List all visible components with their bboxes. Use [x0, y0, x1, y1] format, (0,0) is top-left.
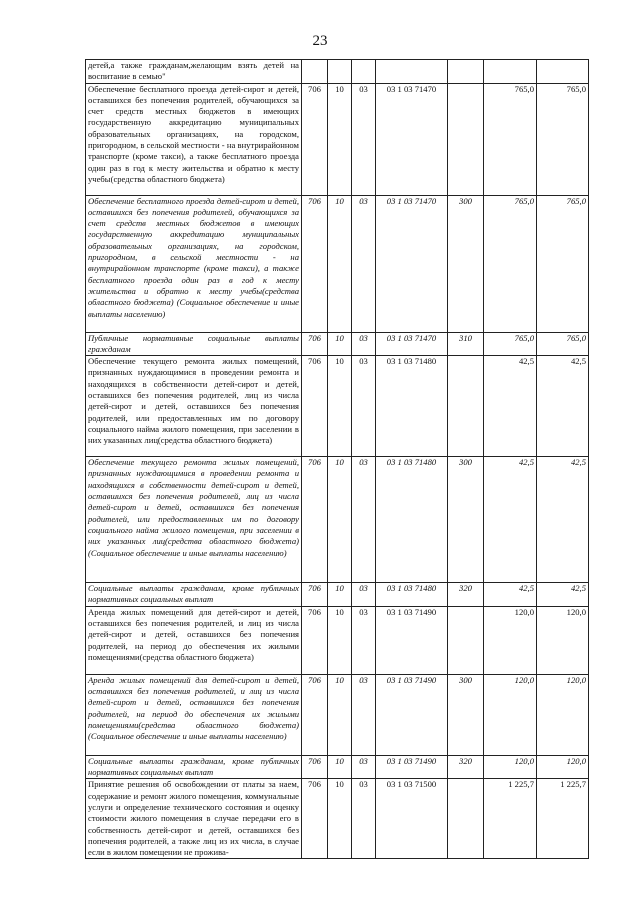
- cell-amount-1: 1 225,7: [484, 779, 537, 859]
- cell-section: 10: [328, 674, 352, 755]
- table-row: [86, 356, 589, 457]
- cell-grbs: 706: [302, 674, 328, 755]
- cell-amount-2: 42,5: [537, 356, 589, 457]
- cell-target-article: 03 1 03 71480: [376, 356, 448, 457]
- cell-grbs: 706: [302, 83, 328, 195]
- cell-description: Аренда жилых помещений для детей-сирот и детей, оставшихся без попечения родителей, и лиц из числа детей-сирот и детей, оставшихся без попечения родителей, на период до обеспечения их жилыми помещениями(средства областного бюджета): [86, 606, 302, 674]
- cell-description: Обеспечение текущего ремонта жилых помещений, признанных нуждающимися в проведении ремонта и находящихся в собственности детей-сирот и детей, оставшихся без попечения родителей, лиц из числа детей-сирот и детей, оставшихся без попечения родителей, или предоставленных им по договору социального найма жилого помещения, при заселении в них указанных лиц(средства областного бюджета) (Социальное обеспечение и иные выплаты населению): [86, 457, 302, 583]
- cell-expense-type: 320: [448, 755, 484, 779]
- cell-subsection: [352, 60, 376, 84]
- cell-subsection: 03: [352, 356, 376, 457]
- cell-section: 10: [328, 583, 352, 607]
- table-row: [86, 332, 589, 356]
- cell-subsection: 03: [352, 755, 376, 779]
- table-row: [86, 674, 589, 755]
- cell-section: 10: [328, 356, 352, 457]
- table-row: [86, 779, 589, 859]
- table-row: [86, 606, 589, 674]
- cell-expense-type: [448, 60, 484, 84]
- cell-description: Обеспечение бесплатного проезда детей-сирот и детей, оставшихся без попечения родителей, обучающихся за счет средств местных бюджетов в имеющих государственную аккредитацию муниципальных образовательных организациях, на городском, пригородном, в сельской местности - на внутрирайонном транспорте (кроме такси), а также бесплатного проезда один раз в год к месту жительства и обратно к месту учебы(средства областного бюджета) (Социальное обеспечение и иные выплаты населению): [86, 195, 302, 332]
- cell-amount-1: 120,0: [484, 674, 537, 755]
- cell-section: 10: [328, 779, 352, 859]
- cell-grbs: 706: [302, 779, 328, 859]
- budget-table: [85, 59, 589, 859]
- cell-amount-2: 765,0: [537, 83, 589, 195]
- cell-grbs: 706: [302, 583, 328, 607]
- cell-section: 10: [328, 606, 352, 674]
- cell-subsection: 03: [352, 779, 376, 859]
- cell-target-article: [376, 60, 448, 84]
- cell-amount-1: 765,0: [484, 83, 537, 195]
- cell-description: Обеспечение бесплатного проезда детей-сирот и детей, оставшихся без попечения родителей, обучающихся за счет средств местных бюджетов в имеющих государственную аккредитацию муниципальных образовательных организациях, на городском, пригородном, в сельской местности - на внутрирайонном транспорте (кроме такси), а также бесплатного проезда один раз в год к месту жительства и обратно к месту учебы(средства областного бюджета): [86, 83, 302, 195]
- cell-grbs: 706: [302, 606, 328, 674]
- table-row: [86, 583, 589, 607]
- cell-description: Принятие решения об освобождении от платы за наем, содержание и ремонт жилого помещения, коммунальные услуги и определение технического состояния и оценку стоимости жилого помещения в случае передачи его в собственность детей-сирот и детей, оставшихся без попечения родителей, а также лиц из их числа, в случае если в жилом помещении не прожива-: [86, 779, 302, 859]
- cell-grbs: 706: [302, 195, 328, 332]
- cell-description: Аренда жилых помещений для детей-сирот и детей, оставшихся без попечения родителей, и лиц из числа детей-сирот и детей, оставшихся без попечения родителей, на период до обеспечения их жилыми помещениями(средства областного бюджета) (Социальное обеспечение и иные выплаты населению): [86, 674, 302, 755]
- cell-expense-type: [448, 83, 484, 195]
- cell-grbs: 706: [302, 457, 328, 583]
- cell-amount-2: 1 225,7: [537, 779, 589, 859]
- cell-section: 10: [328, 332, 352, 356]
- cell-amount-2: [537, 60, 589, 84]
- cell-target-article: 03 1 03 71480: [376, 457, 448, 583]
- cell-amount-2: 120,0: [537, 755, 589, 779]
- page-number: 23: [312, 33, 328, 49]
- cell-section: 10: [328, 755, 352, 779]
- cell-description: Социальные выплаты гражданам, кроме публичных нормативных социальных выплат: [86, 755, 302, 779]
- cell-expense-type: [448, 606, 484, 674]
- cell-section: 10: [328, 195, 352, 332]
- cell-amount-1: 42,5: [484, 457, 537, 583]
- cell-subsection: 03: [352, 457, 376, 583]
- cell-subsection: 03: [352, 83, 376, 195]
- cell-amount-2: 765,0: [537, 332, 589, 356]
- table-row: [86, 195, 589, 332]
- cell-subsection: 03: [352, 332, 376, 356]
- table-row: [86, 755, 589, 779]
- cell-expense-type: 300: [448, 674, 484, 755]
- cell-target-article: 03 1 03 71490: [376, 755, 448, 779]
- cell-target-article: 03 1 03 71490: [376, 606, 448, 674]
- cell-target-article: 03 1 03 71470: [376, 332, 448, 356]
- cell-subsection: 03: [352, 674, 376, 755]
- table-row: [86, 457, 589, 583]
- cell-amount-2: 120,0: [537, 606, 589, 674]
- cell-target-article: 03 1 03 71480: [376, 583, 448, 607]
- cell-target-article: 03 1 03 71470: [376, 83, 448, 195]
- cell-section: 10: [328, 457, 352, 583]
- cell-subsection: 03: [352, 606, 376, 674]
- cell-amount-1: 765,0: [484, 195, 537, 332]
- cell-subsection: 03: [352, 195, 376, 332]
- cell-grbs: 706: [302, 356, 328, 457]
- cell-amount-2: 42,5: [537, 583, 589, 607]
- table-row: [86, 60, 589, 84]
- cell-amount-2: 120,0: [537, 674, 589, 755]
- cell-expense-type: 300: [448, 195, 484, 332]
- cell-amount-2: 42,5: [537, 457, 589, 583]
- cell-grbs: 706: [302, 332, 328, 356]
- table-row: [86, 83, 589, 195]
- cell-target-article: 03 1 03 71470: [376, 195, 448, 332]
- cell-expense-type: [448, 779, 484, 859]
- cell-amount-1: 42,5: [484, 583, 537, 607]
- cell-target-article: 03 1 03 71500: [376, 779, 448, 859]
- cell-subsection: 03: [352, 583, 376, 607]
- cell-description: Социальные выплаты гражданам, кроме публичных нормативных социальных выплат: [86, 583, 302, 607]
- cell-expense-type: 320: [448, 583, 484, 607]
- cell-description: детей,а также гражданам,желающим взять детей на воспитание в семью": [86, 60, 302, 84]
- cell-expense-type: 300: [448, 457, 484, 583]
- cell-amount-2: 765,0: [537, 195, 589, 332]
- cell-amount-1: 765,0: [484, 332, 537, 356]
- cell-expense-type: 310: [448, 332, 484, 356]
- cell-section: 10: [328, 83, 352, 195]
- cell-section: [328, 60, 352, 84]
- cell-grbs: 706: [302, 755, 328, 779]
- cell-description: Обеспечение текущего ремонта жилых помещений, признанных нуждающимися в проведении ремонта и находящихся в собственности детей-сирот и детей, оставшихся без попечения родителей, лиц из числа детей-сирот и детей, оставшихся без попечения родителей, или предоставленных им по договору социального найма жилого помещения, при заселении в них указанных лиц(средства областного бюджета): [86, 356, 302, 457]
- cell-amount-1: [484, 60, 537, 84]
- cell-expense-type: [448, 356, 484, 457]
- cell-amount-1: 42,5: [484, 356, 537, 457]
- cell-amount-1: 120,0: [484, 606, 537, 674]
- cell-grbs: [302, 60, 328, 84]
- cell-target-article: 03 1 03 71490: [376, 674, 448, 755]
- cell-description: Публичные нормативные социальные выплаты гражданам: [86, 332, 302, 356]
- cell-amount-1: 120,0: [484, 755, 537, 779]
